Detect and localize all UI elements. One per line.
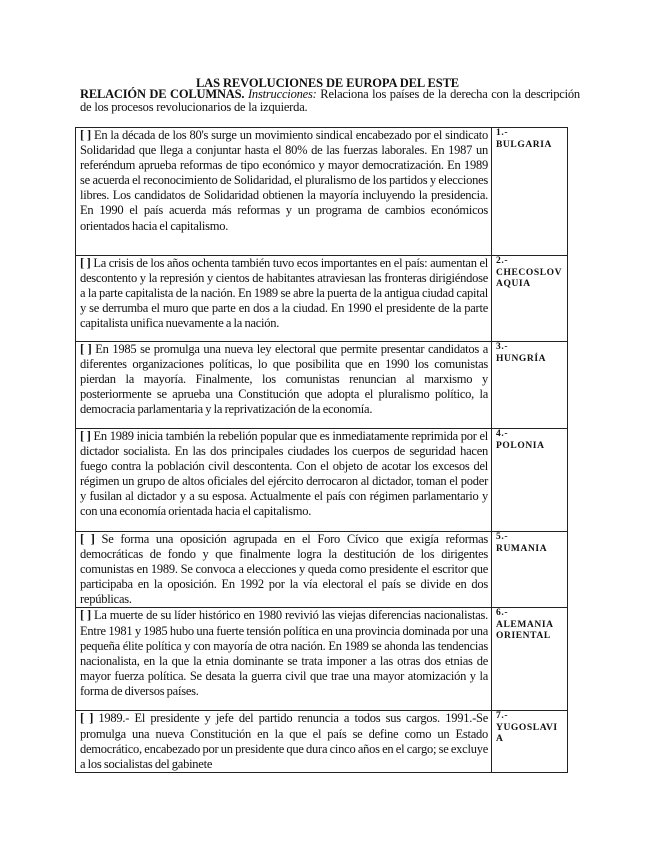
country-name: BULGARIA bbox=[496, 139, 553, 150]
country-cell bbox=[492, 532, 568, 608]
country-number: 7.- bbox=[496, 711, 509, 722]
country-cell bbox=[492, 128, 568, 256]
table-row bbox=[76, 711, 568, 772]
process-description: En 1989 inicia también la rebelión popular que es inmediatamente reprimida por el dictador socialista. En las dos principales ciudades los cuerpos de seguridad hacen fuego contra la población civil descontenta. Con el objeto de acotar los excesos del régimen un grupo de altos oficiales del ejército derrocaron al dictador, toman el poder y fusilan al dictador y a su esposa. Actualmente el país con régimen parlamentario y con una economía orientada hacia el capitalismo. bbox=[80, 429, 488, 519]
process-description-cell bbox=[76, 608, 492, 711]
country-name: RUMANIA bbox=[496, 543, 548, 554]
country-name: YUGOSLAVIA bbox=[496, 722, 558, 745]
country-number: 3.- bbox=[496, 342, 509, 352]
country-name: POLONIA bbox=[496, 440, 545, 451]
country-number: 1.- bbox=[496, 128, 509, 138]
instructions-label: Instrucciones: bbox=[247, 87, 317, 101]
country-cell bbox=[492, 429, 568, 532]
process-description: 1989.- El presidente y jefe del partido renuncia a todos sus cargos. 1991.-Se promulga una nueva Constitución en la que el país se define como un Estado democrático, encabezado por un presidente que dura cinco años en el cargo; se excluye a los socialistas del gabinete bbox=[80, 711, 488, 771]
table-row bbox=[76, 608, 568, 711]
answer-bracket[interactable]: [ ] bbox=[80, 532, 95, 546]
process-description-cell bbox=[76, 429, 492, 532]
table-row bbox=[76, 429, 568, 532]
table-row bbox=[76, 256, 568, 342]
country-name: HUNGRÍA bbox=[496, 353, 547, 364]
answer-bracket[interactable]: [ ] bbox=[80, 608, 91, 623]
page-title: LAS REVOLUCIONES DE EUROPA DEL ESTE bbox=[195, 76, 460, 90]
process-description-cell bbox=[76, 711, 492, 772]
process-description: En la década de los 80's surge un movimiento sindical encabezado por el sindicato Solidaridad que llega a conjuntar hasta el 80% de las fuerzas laborales. En 1987 un referéndum aprueba reformas de tipo económico y mayor democratización. En 1989 se acuerda el reconocimiento de Solidaridad, el pluralismo de los partidos y elecciones libres. Los candidatos de Solidaridad obtienen la mayoría incluyendo la presidencia. En 1990 el país acuerda más reformas y un programa de cambios económicos orientados hacia el capitalismo. bbox=[80, 128, 488, 233]
instructions-text: Relaciona los países de la derecha con la descripción de los procesos revolucionarios de la izquierda. bbox=[80, 87, 580, 114]
country-name: ALEMANIA ORIENTAL bbox=[496, 619, 554, 642]
instructions-heading: RELACIÓN DE COLUMNAS. bbox=[80, 87, 245, 101]
process-description: En 1985 se promulga una nueva ley electoral que permite presentar candidatos a diferentes organizaciones políticas, lo que posibilita que en 1990 los comunistas pierdan la mayoría. Finalmente, los comunistas renuncian al marxismo y posteriormente se aprueba una Constitución que adopta el pluralismo político, la democracia parlamentaria y la reprivatización de la economía. bbox=[80, 342, 488, 417]
process-description-cell bbox=[76, 532, 492, 608]
country-cell bbox=[492, 256, 568, 342]
answer-bracket[interactable]: [ ] bbox=[80, 711, 94, 726]
process-description: La muerte de su líder histórico en 1980 revivió las viejas diferencias nacionalistas. Entre 1981 y 1985 hubo una fuerte tensión política en una provincia dominada por una pequeña élite política y con mayoría de otra nación. En 1989 se ahonda las tendencias nacionalista, en la que la etnia dominante se trata imponer a las otras dos etnias de mayor fuerza política. Se desata la guerra civil que trae una mayor atomización y la forma de diversos países. bbox=[80, 608, 489, 698]
table-row bbox=[76, 342, 568, 429]
country-cell bbox=[492, 608, 568, 711]
country-cell bbox=[492, 342, 568, 429]
country-cell bbox=[492, 711, 568, 772]
process-description: La crisis de los años ochenta también tuvo ecos importantes en el país: aumentan el descontento y la represión y cientos de habitantes atraviesan las fronteras dirigiéndose a la parte capitalista de la nación. En 1989 se abre la puerta de la antigua ciudad capital y se derrumba el muro que parte en dos a la ciudad. En 1990 el presidente de la parte capitalista unifica nuevamente a la nación. bbox=[80, 256, 488, 331]
process-description-cell bbox=[76, 342, 492, 429]
country-name: CHECOSLOVAQUIA bbox=[496, 267, 563, 289]
answer-bracket[interactable]: [ ] bbox=[80, 256, 91, 270]
process-description: Se forma una oposición agrupada en el Foro Cívico que exigía reformas democráticas de fondo y que finalmente logra la destitución de los dirigentes comunistas en 1989. Se convoca a elecciones y queda como presidente el escritor que participaba en la oposición. En 1992 por la vía electoral el país se divide en dos repúblicas. bbox=[80, 532, 488, 607]
process-description-cell bbox=[76, 256, 492, 342]
country-number: 6.- bbox=[496, 608, 509, 619]
answer-bracket[interactable]: [ ] bbox=[80, 128, 91, 142]
process-description-cell bbox=[76, 128, 492, 256]
country-number: 2.- bbox=[496, 256, 509, 266]
table-row bbox=[76, 532, 568, 608]
table-row bbox=[76, 128, 568, 256]
answer-bracket[interactable]: [ ] bbox=[80, 342, 92, 356]
country-number: 4.- bbox=[496, 429, 509, 439]
instructions bbox=[80, 88, 580, 114]
matching-table bbox=[75, 127, 568, 773]
country-number: 5.- bbox=[496, 532, 509, 542]
answer-bracket[interactable]: [ ] bbox=[80, 429, 91, 443]
